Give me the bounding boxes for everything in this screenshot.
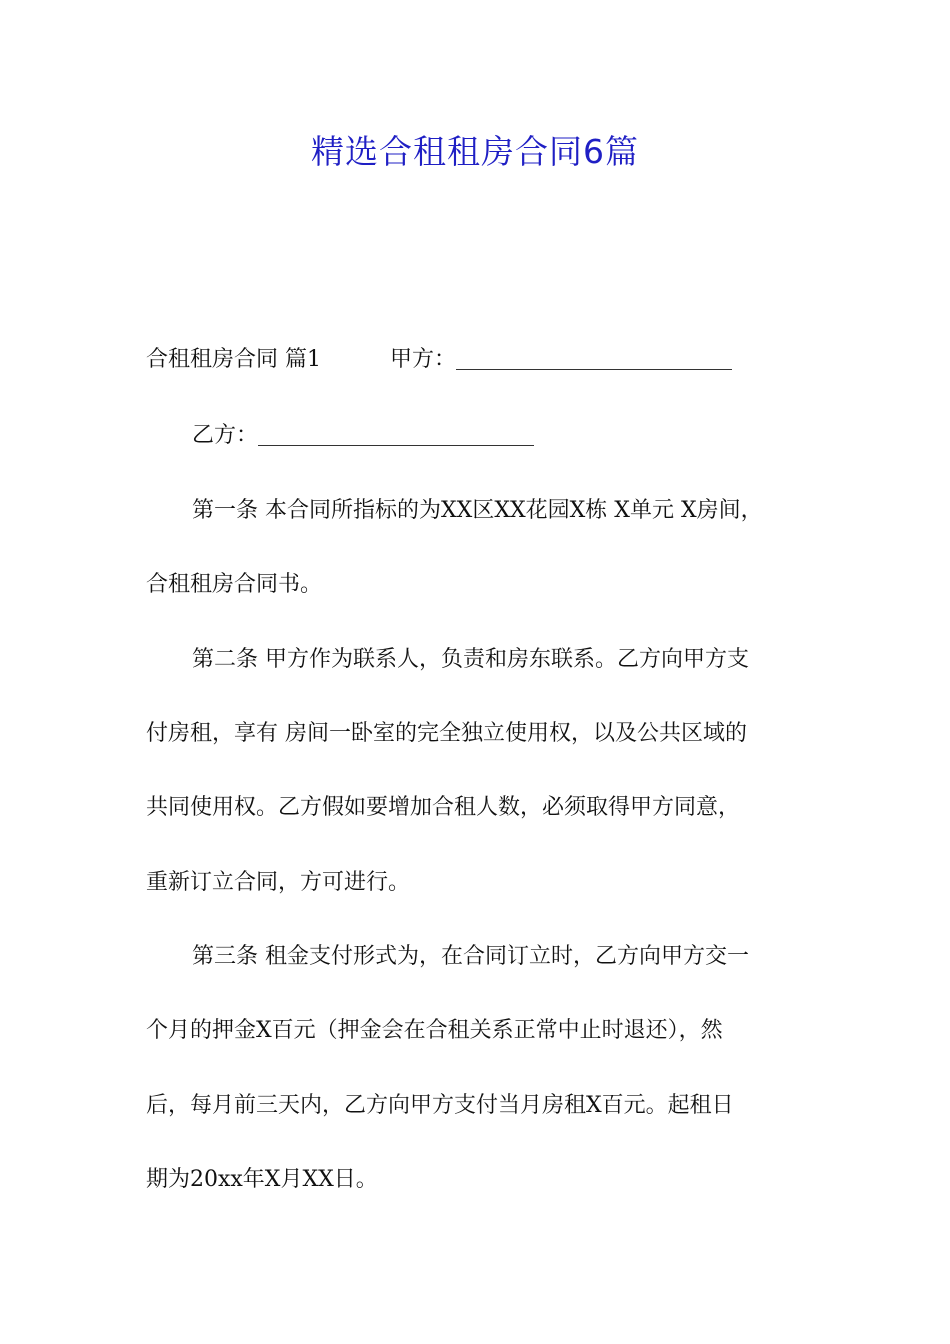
party-a-blank bbox=[456, 347, 732, 370]
paragraph-line: 个月的押金X百元（押金会在合租关系正常中止时退还），然 bbox=[146, 1018, 723, 1043]
document-title: 精选合租租房合同6篇 bbox=[311, 132, 639, 171]
paragraph-line: 付房租，享有 房间一卧室的完全独立使用权，以及公共区域的 bbox=[146, 721, 747, 746]
party-b-row bbox=[192, 418, 534, 454]
paragraph-line: 第一条 本合同所指标的为XX区XX花园X栋 X单元 X房间， bbox=[192, 498, 763, 523]
party-a-row bbox=[390, 342, 732, 378]
paragraph-line: 共同使用权。乙方假如要增加合租人数，必须取得甲方同意， bbox=[146, 795, 741, 820]
paragraph-line: 第二条 甲方作为联系人，负责和房东联系。乙方向甲方支 bbox=[192, 647, 749, 672]
paragraph-line: 合租租房合同书。 bbox=[146, 572, 323, 597]
party-a-label: 甲方： bbox=[390, 347, 457, 372]
paragraph-line: 后，每月前三天内，乙方向甲方支付当月房租X百元。起租日 bbox=[146, 1093, 734, 1118]
party-b-blank bbox=[258, 423, 534, 446]
paragraph-line: 第三条 租金支付形式为，在合同订立时，乙方向甲方交一 bbox=[192, 944, 749, 969]
paragraph-line: 重新订立合同，方可进行。 bbox=[146, 870, 411, 895]
section-heading: 合租租房合同 篇1 bbox=[146, 347, 321, 372]
party-b-label: 乙方： bbox=[192, 423, 259, 448]
paragraph-line: 期为20xx年X月XX日。 bbox=[146, 1167, 378, 1192]
